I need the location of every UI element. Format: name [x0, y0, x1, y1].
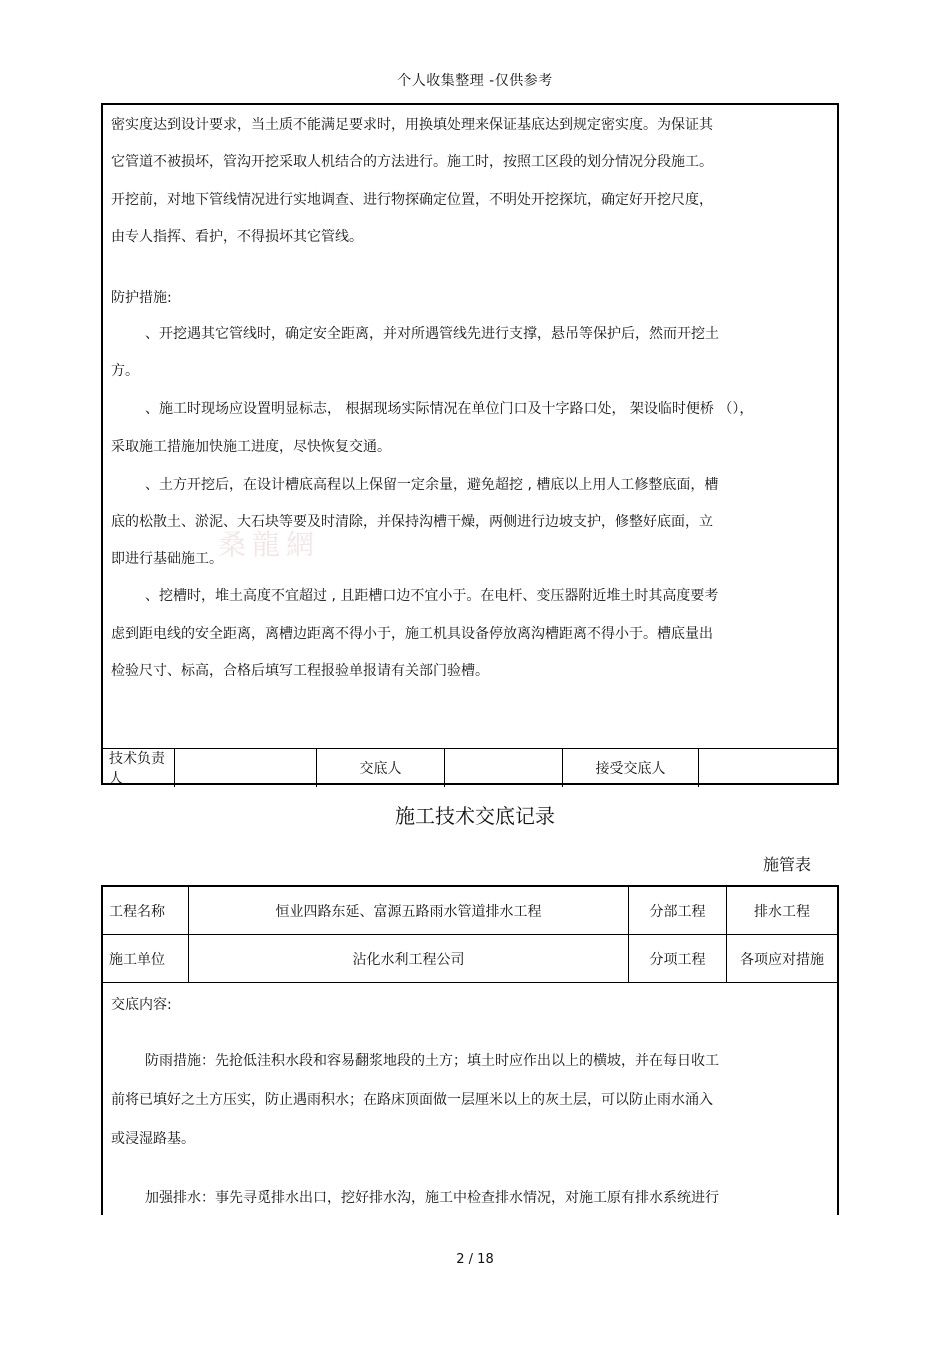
subitem-value: 各项应对措施: [740, 951, 824, 968]
project-name-label: 工程名称: [103, 887, 189, 934]
content-line: 、挖槽时，堆土高度不宜超过 , 且距槽口边不宜小于。在电杆、变压器附近堆土时其高度要考: [145, 588, 719, 604]
content-line: 由专人指挥、看护，不得损坏其它管线。: [111, 229, 363, 245]
project-name-value: 恒业四路东延、富源五路雨水管道排水工程: [189, 887, 629, 934]
receiver-field[interactable]: [699, 749, 837, 787]
content-label: 交底内容:: [111, 997, 172, 1013]
content-line: 、土方开挖后，在设计槽底高程以上保留一定余量，避免超挖 , 槽底以上用人工修整底面，槽: [145, 477, 719, 493]
content-line: 开挖前，对地下管线情况进行实地调查、进行物探确定位置，不明处开挖探坑，确定好开挖尺度，: [111, 192, 713, 208]
watermark: 桑龍網: [218, 528, 321, 561]
tech-lead-field[interactable]: [175, 749, 317, 787]
content-line: 它管道不被损坏，管沟开挖采取人机结合的方法进行。施工时，按照工区段的划分情况分段施工。: [111, 154, 713, 170]
content-line: 检验尺寸、标高，合格后填写工程报验单报请有关部门验槽。: [111, 663, 489, 679]
form-code: 施管表: [763, 855, 812, 874]
form-title: 施工技术交底记录: [395, 804, 555, 828]
content-line: 、施工时现场应设置明显标志， 根据现场实际情况在单位门口及十字路口处， 架设临时便桥 （），: [145, 401, 754, 417]
subitem-label: 分项工程: [629, 935, 727, 982]
content-line: 即进行基础施工。: [111, 551, 223, 567]
unit-info-row: [103, 935, 837, 983]
content-line: 采取施工措施加快施工进度，尽快恢复交通。: [111, 439, 391, 455]
page-number: 2 / 18: [456, 1252, 494, 1267]
content-line: 密实度达到设计要求，当土质不能满足要求时，用换填处理来保证基底达到规定密实度。为保证其: [111, 117, 713, 133]
section-heading: 防护措施:: [111, 290, 172, 306]
content-line: 虑到距电线的安全距离，离槽边距离不得小于，施工机具设备停放离沟槽距离不得小于。槽底量出: [111, 626, 713, 642]
unit-label: 施工单位: [103, 935, 189, 982]
division-value: 排水工程: [754, 903, 810, 920]
discloser-field[interactable]: [445, 749, 563, 787]
project-info-row: [103, 887, 837, 935]
division-label: 分部工程: [629, 887, 727, 934]
tech-lead-label: 技术负责人: [103, 749, 175, 787]
content-line: 加强排水：事先寻觅排水出口，挖好排水沟，施工中检查排水情况，对施工原有排水系统进行: [145, 1190, 719, 1206]
content-line: 防雨措施：先抢低洼积水段和容易翻浆地段的土方；填土时应作出以上的横坡，并在每日收工: [145, 1053, 719, 1069]
record-form-box: [101, 885, 839, 1215]
header-note: 个人收集整理 -仅供参考: [397, 73, 553, 89]
discloser-label: 交底人: [317, 749, 445, 787]
content-line: 、开挖遇其它管线时，确定安全距离，并对所遇管线先进行支撑，悬吊等保护后，然而开挖土: [145, 326, 719, 342]
content-line: 方。: [111, 363, 139, 379]
content-line: 底的松散土、淤泥、大石块等要及时清除，并保持沟槽干燥，两侧进行边坡支护，修整好底面，立: [111, 514, 713, 530]
content-line: 前将已填好之土方压实，防止遇雨积水；在路床顶面做一层厘米以上的灰土层，可以防止雨水涌入: [111, 1092, 713, 1108]
receiver-label: 接受交底人: [563, 749, 699, 787]
unit-value: 沾化水利工程公司: [189, 935, 629, 982]
disclosure-content-box: [101, 103, 839, 785]
content-line: 或浸湿路基。: [111, 1131, 195, 1147]
signature-row: [103, 748, 837, 787]
